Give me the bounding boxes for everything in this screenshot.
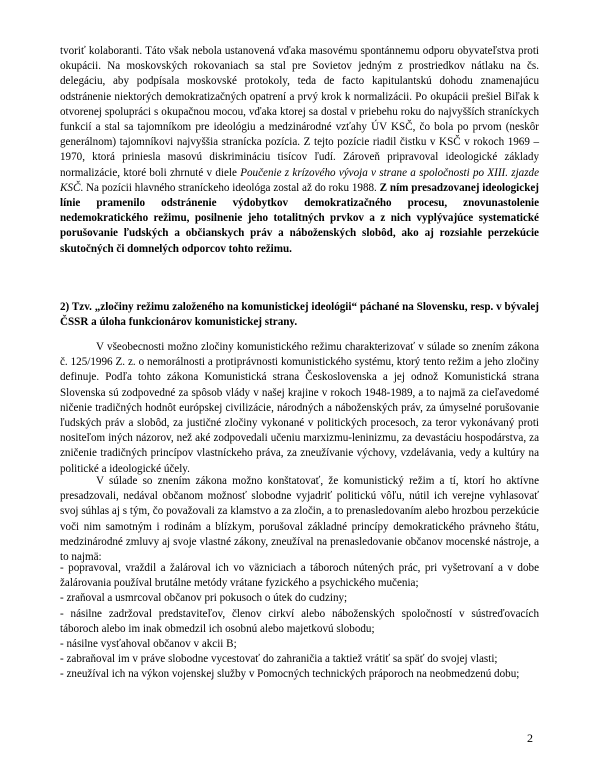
paragraph-v-sulade: V súlade so znením zákona možno konštatovať, že komunistický režim a tí, ktorí ho aktívne presadzovali, nedával občanom možnosť slobodne vyjadriť politickú vôľu, nútil ich verejne vyhlasovať svoj súhlas aj s tým, čo považovali za klamstvo a za zločin, a to prenasledovaním alebo hrozbou perzekúcie voči nim samotným i rodinám a blízkym, porušoval základné princípy demokratického právneho štátu, medzinárodné zmluvy aj svoje vlastné zákony, zneužíval na prenasledovanie občanov mocenské nástroje, a to najmä: [60, 475, 539, 564]
paragraph-vseobecnost: V všeobecnosti možno zločiny komunistického režimu charakterizovať v súlade so znením zákona č. 125/1996 Z. z. o nemorálnosti a protiprávnosti komunistického systému, ktorý tento režim a jeho zločiny definuje. Podľa tohto zákona Komunistická strana Československa a jej odnož Komunistická strana Slovenska sú zodpovedné za spôsob vlády v našej krajine v rokoch 1948-1989, a to najmä za cieľavedomé ničenie tradičných hodnôt európskej civilizácie, národných a náboženských práv, za úmyselné porušovanie ľudských práv a slobôd, za justičné zločiny vykonané v politických procesoch, za teror vykonávaný proti nositeľom iných názorov, než aké zodpovedali učeniu marxizmu-leninizmu, za devastáciu hospodárstva, za zničenie tradičných princípov vlastníckeho práva, za zneužívanie výchovy, vzdelávania, vedy a kultúry na politické a ideologické účely. [60, 341, 539, 475]
list-item: - popravoval, vraždil a žalároval ich vo väzniciach a táboroch nútených prác, pri vyšetrovaní a v dobe žalárovania používal brutálne metódy vrátane fyzického a psychického mučenia; [60, 562, 539, 590]
section-heading: 2) Tzv. „zločiny režimu založeného na komunistickej ideológii“ páchané na Slovensku, resp. v bývalej ČSSR a úloha funkcionárov komunistickej strany. [60, 301, 539, 329]
abuse-list [60, 561, 539, 683]
list-item: - zabraňoval im v práve slobodne vycestovať do zahraničia a taktiež vrátiť sa späť do svojej vlasti; [60, 653, 498, 666]
bold-statement: Z ním presadzovanej ideologickej línie pramenilo odstránenie výdobytkov demokratizačného procesu, znovunastolenie nedemokratického režimu, posilnenie jeho totalitných prvkov a z nich vyplývajúce systematické porušovanie ľudských a občianskych práv a náboženských slobôd, ako aj rozsiahle perzekúcie skutočných či domnelých odporcov tohto režimu. [60, 181, 539, 255]
paragraph-text: . Na pozícii hlavného straníckeho ideológa zostal až do roku 1988. [80, 181, 380, 194]
list-item: - násilne vysťahoval občanov v akcii B; [60, 638, 237, 651]
list-item: - zraňoval a usmrcoval občanov pri pokusoch o útek do cudziny; [60, 592, 348, 605]
list-item: - násilne zadržoval predstaviteľov, členov cirkví alebo náboženských spoločností v sústreďovacích táboroch alebo im inak obmedzil ich osobnú alebo majetkovú slobodu; [60, 607, 539, 635]
paragraph-text: tvoriť kolaboranti. Táto však nebola ustanovená vďaka masovému spontánnemu odporu obyvateľstva proti okupácii. Na moskovských rokovaniach sa stal pre Sovietov jedným z prostriedkov nátlaku na čs. delegáciu, aby podpísala moskovské protokoly, teda de facto kapitulantskú dohodu znamenajúcu odstránenie niektorých demokratizačných opatrení a prvý krok k normalizácii. Po okupácii prešiel Biľak k otvorenej spolupráci s okupačnou mocou, vďaka ktorej sa dostal v priebehu roku do najvyšších straníckych funkcií a stal sa tajomníkom pre ideológiu a medzinárodné vzťahy ÚV KSČ, čo bola po prvom (neskôr generálnom) tajomníkovi najvyššia stranícka pozícia. Z tejto pozície riadil čistku v KSČ v rokoch 1969 – 1970, ktorá priniesla masovú diskrimináciu tisícov ľudí. Zároveň pripravoval ideologické základy normalizácie, ktoré boli zhrnuté v diele [60, 45, 539, 179]
paragraph-kolaboranti [60, 44, 539, 257]
book-title: Poučenie z krízového vývoja v strane a spoločnosti po XIII. zjazde KSČ [60, 166, 540, 194]
page-number: 2 [527, 731, 533, 745]
list-item: - zneužíval ich na výkon vojenskej služby v Pomocných technických práporoch na neobmedzenú dobu; [60, 668, 520, 681]
